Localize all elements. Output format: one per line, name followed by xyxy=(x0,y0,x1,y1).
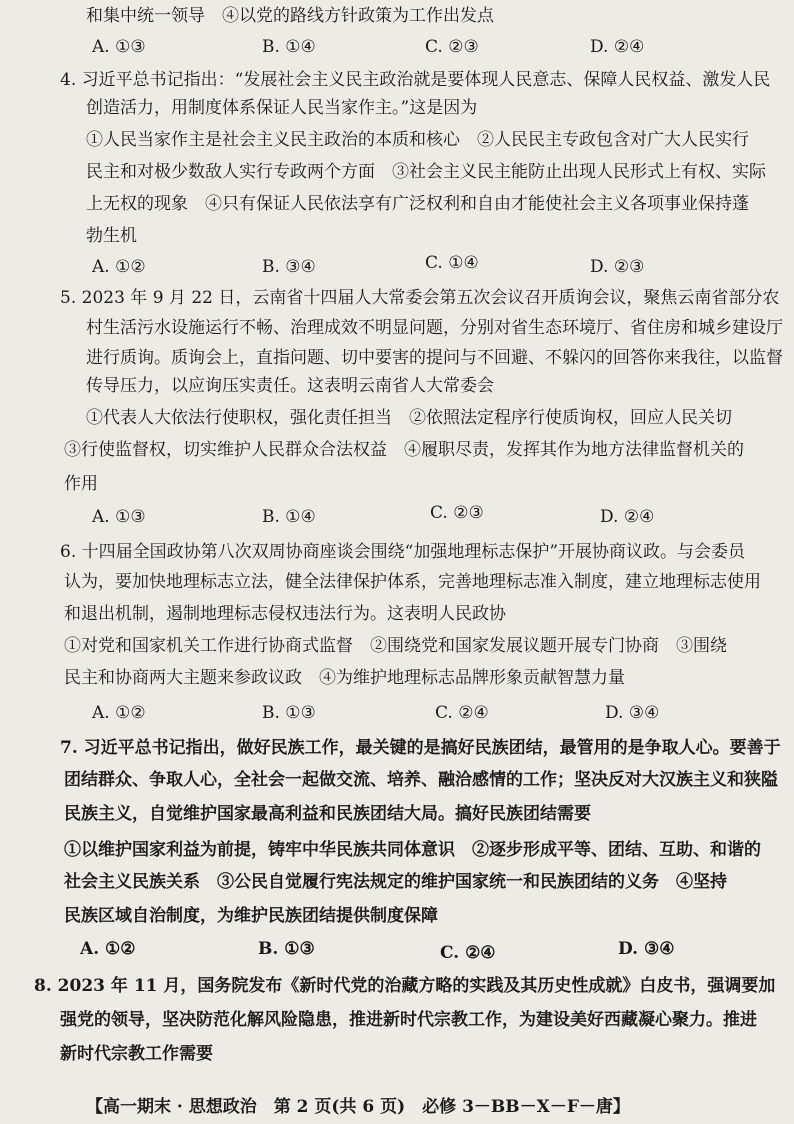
question-line: ①人民当家作主是社会主义民主政治的本质和核心 ②人民民主专政包含对广大人民实行 xyxy=(86,130,749,150)
question-line: 5. 2023 年 9 月 22 日，云南省十四届人大常委会第五次会议召开质询会议，聚焦云南省部分农 xyxy=(60,288,780,308)
option-d: D. ③④ xyxy=(605,703,660,723)
question-line: 民族主义，自觉维护国家最高利益和民族团结大局。搞好民族团结需要 xyxy=(64,804,591,824)
question-line: 社会主义民族关系 ③公民自觉履行宪法规定的维护国家统一和民族团结的义务 ④坚持 xyxy=(64,872,727,892)
option-a: A. ①② xyxy=(80,939,136,959)
question-4 xyxy=(0,64,794,282)
option-b: B. ③④ xyxy=(262,257,316,277)
question-line: ①对党和国家机关工作进行协商式监督 ②围绕党和国家发展议题开展专门协商 ③围绕 xyxy=(64,636,727,656)
option-d: D. ②④ xyxy=(600,507,655,527)
question-line: 6. 十四届全国政协第八次双周协商座谈会围绕“加强地理标志保护”开展协商议政。与会委员 xyxy=(60,542,746,562)
question-5 xyxy=(0,282,794,530)
question-line: ③行使监督权，切实维护人民群众合法权益 ④履职尽责，发挥其作为地方法律监督机关的 xyxy=(64,440,744,460)
option-c: C. ①④ xyxy=(425,253,479,273)
option-c: C. ②④ xyxy=(440,943,496,963)
question-line: 和退出机制，遏制地理标志侵权违法行为。这表明人民政协 xyxy=(64,604,506,624)
question-line: 民主和对极少数敌人实行专政两个方面 ③社会主义民主能防止出现人民形式上有权、实际 xyxy=(86,162,766,182)
question-line: 勃生机 xyxy=(86,226,137,246)
option-a: A. ①② xyxy=(92,257,146,277)
question-3-tail xyxy=(0,0,794,64)
question-line: 上无权的现象 ④只有保证人民依法享有广泛权利和自由才能使社会主义各项事业保持蓬 xyxy=(86,194,749,214)
option-d: D. ②③ xyxy=(590,257,645,277)
question-line: 团结群众、争取人心，全社会一起做交流、培养、融洽感情的工作；坚决反对大汉族主义和狭隘 xyxy=(64,770,778,790)
option-d: D. ②④ xyxy=(590,37,645,57)
question-line: 认为，要加快地理标志立法，健全法律保护体系，完善地理标志准入制度，建立地理标志使用 xyxy=(64,572,761,592)
question-line: ①以维护国家利益为前提，铸牢中华民族共同体意识 ②逐步形成平等、团结、互助、和谐的 xyxy=(64,840,761,860)
question-line: 强党的领导，坚决防范化解风险隐患，推进新时代宗教工作，为建设美好西藏凝心聚力。推进 xyxy=(60,1010,757,1030)
option-d: D. ③④ xyxy=(618,939,675,959)
question-line: 传导压力，以应询压实责任。这表明云南省人大常委会 xyxy=(86,376,494,396)
question-line: 新时代宗教工作需要 xyxy=(60,1044,213,1064)
question-8 xyxy=(0,962,794,1072)
question-line: 村生活污水设施运行不畅、治理成效不明显问题，分别对省生态环境厅、省住房和城乡建设厅 xyxy=(86,318,783,338)
option-b: B. ①③ xyxy=(262,703,316,723)
option-a: A. ①③ xyxy=(92,37,146,57)
question-line: 民主和协商两大主题来参政议政 ④为维护地理标志品牌形象贡献智慧力量 xyxy=(64,668,625,688)
option-c: C. ②④ xyxy=(435,703,489,723)
question-line: 进行质询。质询会上，直指问题、切中要害的提问与不回避、不躲闪的回答你来我往，以监督 xyxy=(86,348,783,368)
option-b: B. ①③ xyxy=(258,939,315,959)
option-c: C. ②③ xyxy=(430,503,484,523)
question-7 xyxy=(0,726,794,962)
option-b: B. ①④ xyxy=(262,507,316,527)
question-line: 民族区域自治制度，为维护民族团结提供制度保障 xyxy=(64,906,438,926)
question-line: ①代表人大依法行使职权，强化责任担当 ②依照法定程序行使质询权，回应人民关切 xyxy=(86,408,732,428)
option-c: C. ②③ xyxy=(425,37,479,57)
question-line: 7. 习近平总书记指出，做好民族工作，最关键的是搞好民族团结，最管用的是争取人心。要善于 xyxy=(60,738,781,758)
page-footer: 【高一期末 · 思想政治 第 2 页(共 6 页) 必修 3－BB－X－F－唐】 xyxy=(86,1097,630,1117)
question-line: 作用 xyxy=(64,474,98,494)
question-line: 创造活力，用制度体系保证人民当家作主。”这是因为 xyxy=(86,98,478,118)
option-a: A. ①② xyxy=(92,703,146,723)
question-line: 8. 2023 年 11 月，国务院发布《新时代党的治藏方略的实践及其历史性成就》白皮书，强调要加 xyxy=(34,976,776,996)
question-6 xyxy=(0,530,794,726)
question-line: 4. 习近平总书记指出：“发展社会主义民主政治就是要体现人民意志、保障人民权益、激发人民 xyxy=(60,70,771,90)
option-b: B. ①④ xyxy=(262,37,316,57)
option-a: A. ①③ xyxy=(92,507,146,527)
question-line: 和集中统一领导 ④以党的路线方针政策为工作出发点 xyxy=(86,6,494,26)
